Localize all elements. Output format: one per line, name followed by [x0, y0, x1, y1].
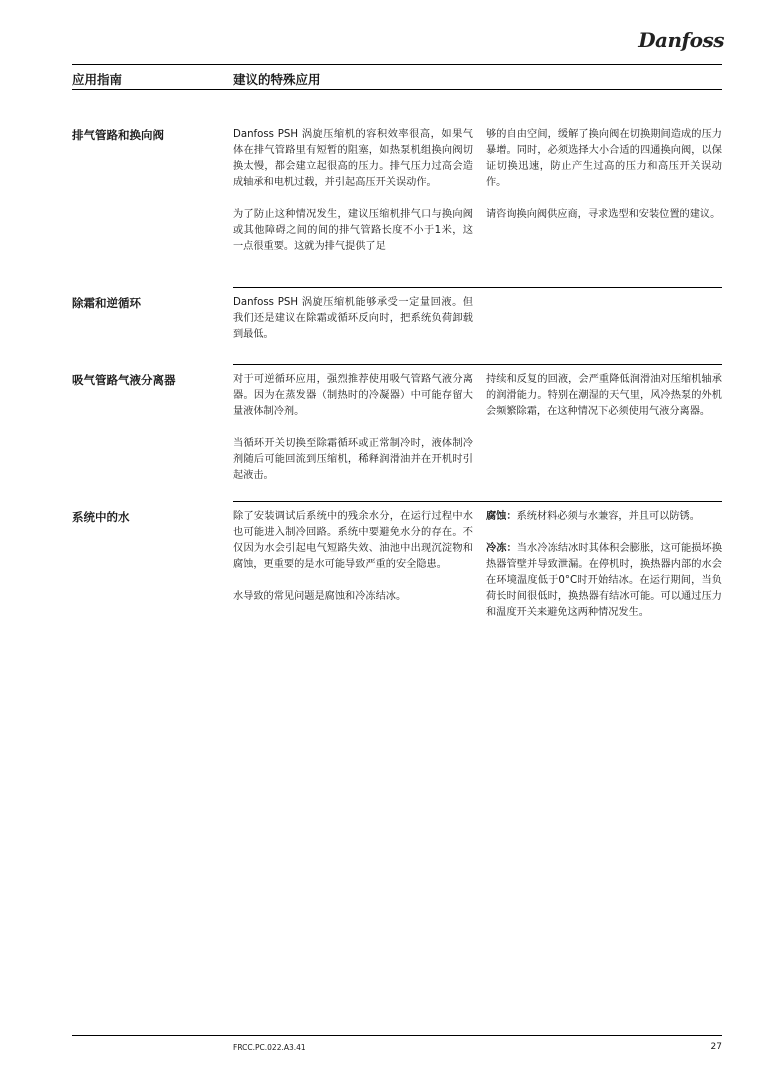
paragraph-corrosion: [486, 509, 722, 525]
header-top-rule: [72, 64, 722, 65]
danfoss-logo: Danfoss: [638, 28, 724, 52]
paragraph-freezing: [486, 541, 722, 621]
paragraph: Danfoss PSH 涡旋压缩机的容积效率很高，如果气体在排气管路里有短暂的阻塞，如热泵机组换向阀切换太慢，都会建立起很高的压力。排气压力过高会造成轴承和电机过载，并引起高压开关误动作。: [233, 129, 473, 188]
section-title: 排气管路和换向阀: [72, 128, 164, 142]
page-number: 27: [710, 1042, 722, 1052]
paragraph: 为了防止这种情况发生，建议压缩机排气口与换向阀或其他障碍之间的间的排气管路长度不小于1米，这一点很重要。这就为排气提供了足: [233, 209, 473, 252]
section-column-2: [486, 127, 722, 223]
term-label: 冷冻：: [486, 543, 517, 554]
section-title: 吸气管路气液分离器: [72, 373, 176, 387]
paragraph: Danfoss PSH 涡旋压缩机能够承受一定量回液。但我们还是建议在除霜或循环反向时，把系统负荷卸载到最低。: [233, 297, 473, 340]
document-code: FRCC.PC.022.A3.41: [233, 1043, 306, 1052]
paragraph: 对于可逆循环应用，强烈推荐使用吸气管路气液分离器。因为在蒸发器（制热时的冷凝器）中可能存留大量液体制冷剂。: [233, 374, 473, 417]
paragraph: 水导致的常见问题是腐蚀和冷冻结冰。: [233, 591, 407, 602]
section-rule: [233, 364, 722, 365]
section-rule: [233, 501, 722, 502]
paragraph: 持续和反复的回液，会严重降低润滑油对压缩机轴承的润滑能力。特别在潮湿的天气里，风冷热泵的外机会频繁除霜，在这种情况下必须使用气液分离器。: [486, 374, 722, 417]
paragraph: 除了安装调试后系统中的残余水分，在运行过程中水也可能进入制冷回路。系统中要避免水分的存在。不仅因为水会引起电气短路失效、油池中出现沉淀物和腐蚀，更重要的是水可能导致严重的安全隐患。: [233, 511, 473, 570]
section-column-1: [233, 295, 473, 343]
section-column-1: [233, 509, 473, 605]
section-title: 系统中的水: [72, 510, 130, 524]
section-rule: [233, 287, 722, 288]
header-bottom-rule: [72, 89, 722, 90]
paragraph: 请咨询换向阀供应商，寻求选型和安装位置的建议。: [486, 209, 721, 220]
header-left-title: 应用指南: [72, 72, 123, 87]
section-column-2: [486, 372, 722, 420]
section-column-2: [486, 509, 722, 621]
paragraph: 够的自由空间，缓解了换向阀在切换期间造成的压力暴增。同时，必须选择大小合适的四通换向阀，以保证切换迅速，防止产生过高的压力和高压开关误动作。: [486, 129, 722, 188]
paragraph: 当循环开关切换至除霜循环或正常制冷时，液体制冷剂随后可能回流到压缩机，稀释润滑油并在开机时引起液击。: [233, 438, 473, 481]
footer-rule: [72, 1035, 722, 1036]
term-label: 腐蚀：: [486, 511, 517, 522]
header-right-title: 建议的特殊应用: [233, 72, 321, 87]
term-text: 系统材料必须与水兼容，并且可以防锈。: [516, 511, 700, 522]
section-column-1: [233, 372, 473, 484]
term-text: 当水冷冻结冰时其体积会膨胀，这可能损坏换热器管壁并导致泄漏。在停机时，换热器内部的水会在环境温度低于0°C时开始结冰。在运行期间，当负荷长时间很低时，换热器有结冰可能。可以通过压力和温度开关来避免这两种情况发生。: [486, 543, 723, 618]
section-column-1: [233, 127, 473, 255]
section-title: 除霜和逆循环: [72, 296, 141, 310]
